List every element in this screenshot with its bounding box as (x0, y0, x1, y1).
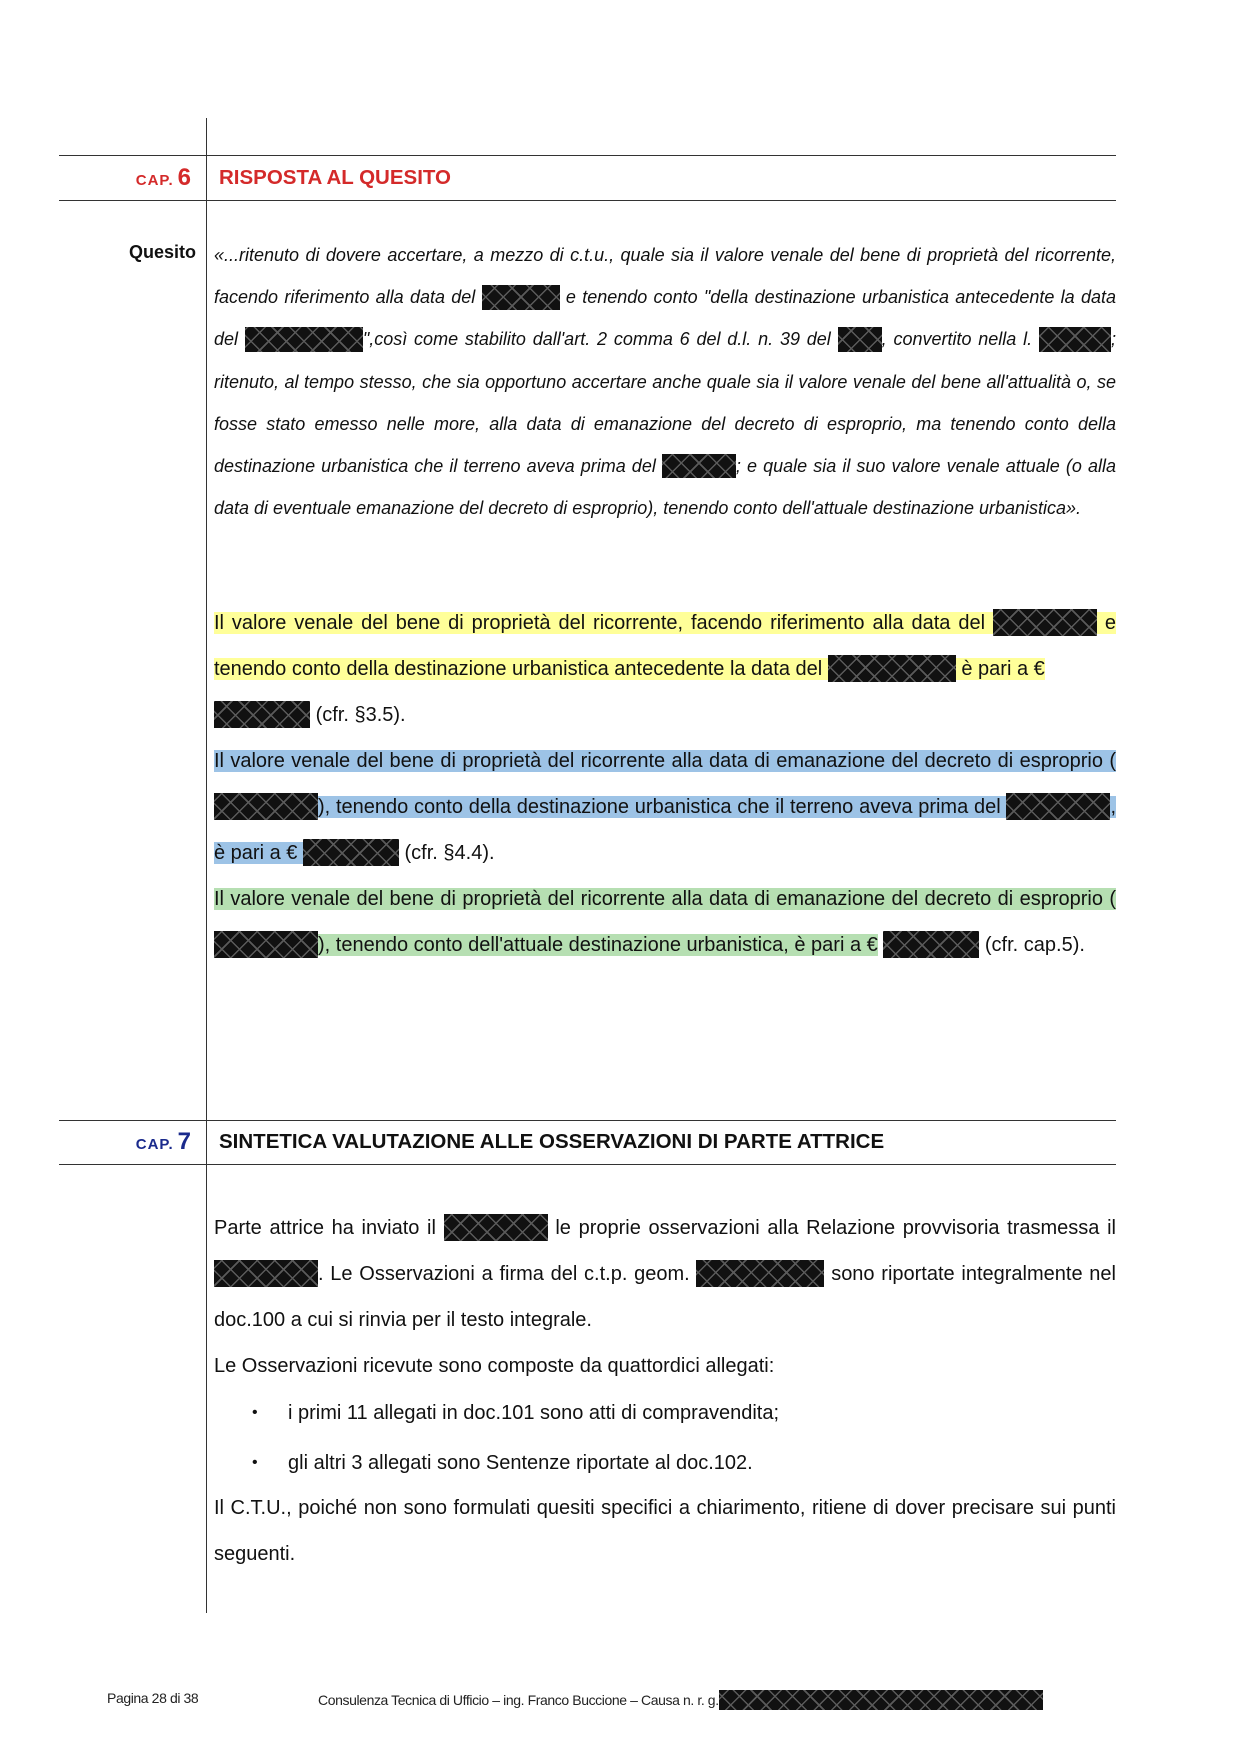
attachments-list (214, 1390, 1116, 1486)
answer1-text: e tenendo conto della destinazione urbanistica antecedente la data del (214, 612, 1116, 680)
bullet-icon: • (252, 1454, 258, 1471)
quesito-label: Quesito (128, 242, 196, 262)
answer3-text: ), tenendo conto dell'attuale destinazione urbanistica, è pari a € (318, 934, 878, 956)
paragraph-text: le proprie osservazioni alla Relazione provvisoria trasmessa il (555, 1217, 1117, 1239)
paragraph-text: sono riportate integralmente nel doc.100 a cui si rinvia per il testo integrale. (214, 1263, 1116, 1331)
quesito-part: ; e quale sia il suo valore venale attuale (o alla data di eventuale emanazione del decreto di esproprio), tenendo conto dell'attuale destinazione urbanistica». (214, 456, 1116, 519)
redaction (883, 931, 979, 958)
quesito-part: «...ritenuto di dovere accertare, a mezzo di c.t.u., quale sia il valore venale del bene di proprietà del ricorrente, facendo riferimento alla data del (214, 245, 1116, 308)
answer3-ref: (cfr. cap.5). (984, 934, 1085, 956)
redaction (245, 327, 363, 351)
cap-label: CAP. (135, 1136, 174, 1153)
cap-number: 6 (177, 164, 191, 191)
answer1-text: è pari a € (961, 658, 1045, 680)
chapter7-top-rule (59, 1120, 1116, 1121)
quesito-part: e tenendo conto "della destinazione urbanistica antecedente la data del (214, 287, 1116, 350)
list-item-text: gli altri 3 allegati sono Sentenze riportate al doc.102. (288, 1452, 753, 1474)
answers-block (214, 600, 1116, 968)
list-item (214, 1440, 1116, 1486)
margin-rule (206, 118, 207, 1613)
quesito-part: ",così come stabilito dall'art. 2 comma 6 del d.l. n. 39 del (362, 329, 831, 350)
answer2-text: , è pari a € (214, 796, 1116, 864)
footer-title (318, 1690, 1043, 1710)
quesito-part: , convertito nella l. (881, 329, 1033, 350)
observations-intro (214, 1205, 1116, 1389)
answer2-text: ), tenendo conto della destinazione urbanistica che il terreno aveva prima del (318, 796, 1001, 818)
closing-paragraph (214, 1485, 1116, 1577)
answer3-text: Il valore venale del bene di proprietà del ricorrente alla data di emanazione del decreto di esproprio ( (214, 888, 1116, 910)
paragraph-text: Le Osservazioni ricevute sono composte da quattordici allegati: (214, 1355, 775, 1377)
answer1-text: Il valore venale del bene di proprietà del ricorrente, facendo riferimento alla data del (214, 612, 986, 634)
list-item (214, 1390, 1116, 1440)
redaction (482, 285, 560, 309)
bullet-icon: • (252, 1404, 258, 1421)
redaction (1039, 327, 1111, 351)
paragraph-text: Il C.T.U., poiché non sono formulati quesiti specifici a chiarimento, ritiene di dover precisare sui punti seguenti. (214, 1497, 1116, 1565)
answer3 (214, 888, 1116, 956)
answer2-ref: (cfr. §4.4). (404, 842, 495, 864)
paragraph-text: . Le Osservazioni a firma del c.t.p. geom. (318, 1263, 690, 1285)
quesito-text (214, 234, 1116, 529)
list-item-text: i primi 11 allegati in doc.101 sono atti di compravendita; (288, 1402, 780, 1424)
answer2 (214, 750, 1116, 864)
chapter7-number (59, 1128, 191, 1156)
redaction (993, 609, 1097, 636)
chapter7-bottom-rule (59, 1164, 1116, 1165)
redaction (214, 793, 318, 820)
cap-label: CAP. (135, 172, 174, 189)
cap-number: 7 (177, 1128, 191, 1155)
redaction (696, 1260, 824, 1287)
footer-page-number: Pagina 28 di 38 (107, 1690, 199, 1706)
redaction (1006, 793, 1110, 820)
chapter6-title: RISPOSTA AL QUESITO (219, 166, 451, 189)
redaction (828, 655, 956, 682)
chapter6-number (59, 164, 191, 192)
redaction (838, 327, 882, 351)
chapter6-top-rule (59, 155, 1116, 156)
redaction (303, 839, 399, 866)
redaction (662, 454, 736, 478)
paragraph-text: Parte attrice ha inviato il (214, 1217, 436, 1239)
redaction (214, 931, 318, 958)
quesito-part: ; ritenuto, al tempo stesso, che sia opportuno accertare anche quale sia il valore venale del bene all'attualità o, se fosse stato emesso nelle more, alla data di emanazione del decreto di esproprio, ma tenendo conto della destinazione urbanistica che il terreno aveva prima del (214, 329, 1116, 477)
footer-text: Consulenza Tecnica di Ufficio – ing. Franco Buccione – Causa n. r. g. (318, 1692, 719, 1708)
chapter7-title: SINTETICA VALUTAZIONE ALLE OSSERVAZIONI DI PARTE ATTRICE (219, 1130, 885, 1153)
answer1-ref: (cfr. §3.5). (315, 704, 406, 726)
answer2-text: Il valore venale del bene di proprietà del ricorrente alla data di emanazione del decreto di esproprio ( (214, 750, 1116, 772)
chapter6-bottom-rule (59, 200, 1116, 201)
redaction (719, 1690, 1043, 1710)
redaction (214, 1260, 318, 1287)
redaction (444, 1214, 548, 1241)
redaction (214, 701, 310, 728)
